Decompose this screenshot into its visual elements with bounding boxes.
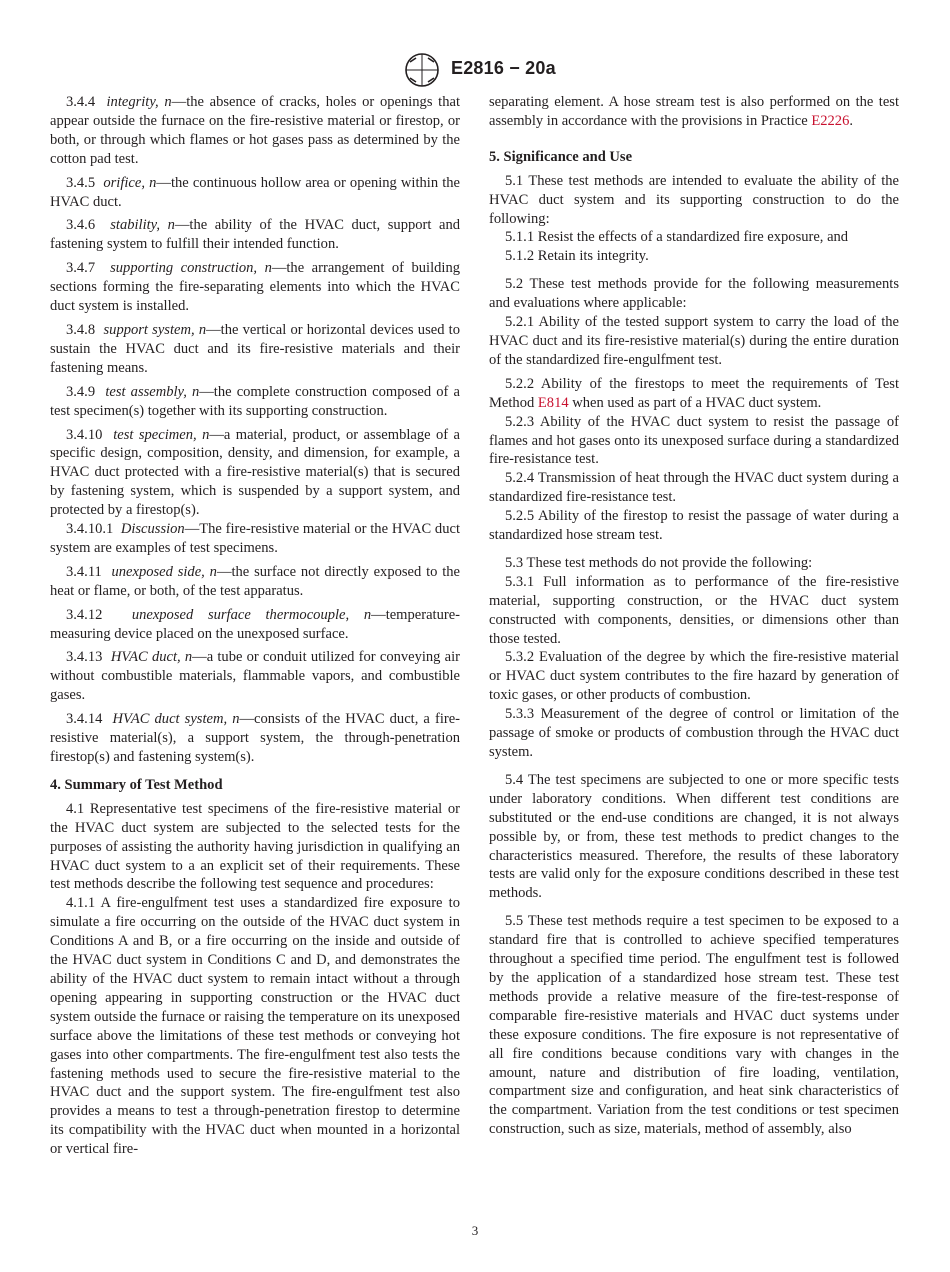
definition-unexposed-surface-thermocouple: 3.4.12 unexposed surface thermocouple, n—temperature-measuring device placed on the unexposed surface. [50,606,460,642]
definition-hvac-duct-system: 3.4.14 HVAC duct system, n—consists of the HVAC duct, a fire-resistive material(s), a support system, the through-penetration firestop(s) and fastening system(s). [50,711,461,765]
paragraph-4-1-1-continued: separating element. A hose stream test is also performed on the test assembly in accordance with the provisions in Practice E2226. [489,94,899,129]
paragraph-5-2-2: 5.2.2 Ability of the firestops to meet the requirements of Test Method E814 when used as part of a HVAC duct system. [489,375,899,411]
page-number: 3 [471,1223,479,1238]
link-e814[interactable]: E814 [537,394,569,411]
definition-test-assembly: 3.4.9 test assembly, n—the complete construction composed of a test specimen(s) together with its supporting construction. [50,383,460,419]
section-5-heading: 5. Significance and Use [489,148,633,165]
paragraph-5-1-2: 5.1.2 Retain its integrity. [505,248,649,265]
paragraph-5-2-5: 5.2.5 Ability of the firestop to resist the passage of water during a standardized hose stream test. [489,508,899,544]
definition-test-specimen: 3.4.10 test specimen, n—a material, product, or assemblage of a specific design, composition, density, and dimension, for example, a HVAC duct protected with a fire-resistive material(s) that is secured by fastening system, which is suspended by a support system, and protected by a firestop(s). [50,426,461,519]
right-column [489,93,899,1139]
definition-unexposed-side: 3.4.11 unexposed side, n—the surface not directly exposed to the heat or flame, or both, of the test apparatus. [50,563,461,599]
paragraph-4-1-1: 4.1.1 A fire-engulfment test uses a standardized fire exposure to simulate a fire occurring on the outside of the HVAC duct system in Conditions A and B, or a fire occurring on the inside and outside of the HVAC duct system in Conditions C and D, and demonstrates the ability of the HVAC duct system to remain intact without a through opening appearing in supporting construction or the HVAC duct system outside the furnace or raising the temperature on its unexposed surface above the limitations of these test methods or conveying hot gases into other compartments. The fire-engulfment test also tests the fastening methods used to secure the fire-resistive material to the HVAC duct and the support system. The fire-engulfment test also provides a means to test a through-penetration firestop to determine its compatibility with the HVAC duct when mounted in a horizontal or vertical fire- [50,895,460,1158]
paragraph-5-2-3: 5.2.3 Ability of the HVAC duct system to resist the passage of flames and hot gases onto its unexposed surface during a standardized fire-resistance test. [489,413,899,468]
definition-supporting-construction: 3.4.7 supporting construction, n—the arrangement of building sections forming the fire-separating elements into which the HVAC duct system is installed. [50,260,460,315]
definition-hvac-duct: 3.4.13 HVAC duct, n—a tube or conduit utilized for conveying air without combustible materials, flammable vapors, and combustible gases. [50,649,461,704]
astm-logo-icon [402,52,442,88]
definition-stability: 3.4.6 stability, n—the ability of the HVAC duct, support and fastening system to fulfill their intended function. [50,217,460,253]
definition-orifice: 3.4.5 orifice, n—the continuous hollow area or opening within the HVAC duct. [50,174,461,210]
paragraph-5-5: 5.5 These test methods require a test specimen to be exposed to a standard fire that is controlled to achieve specified temperatures throughout a specified time period. The engulfment test is followed by the application of a standardized hose stream test. These test methods provide a relative measure of the fire-test-response of comparable fire-resistive materials and HVAC duct systems under these exposure conditions. The fire exposure is not representative of all fire conditions because conditions vary with changes in the amount, nature and distribution of fire loading, ventilation, compartment size and configuration, and heat sink characteristics of the compartment. Variation from the test conditions or test specimen construction, such as size, materials, method of assembly, also [489,913,899,1138]
paragraph-5-2: 5.2 These test methods provide for the following measurements and evaluations where applicable: [489,276,899,312]
link-e2226[interactable]: E2226 [811,112,850,129]
paragraph-5-1: 5.1 These test methods are intended to evaluate the ability of the HVAC duct system and its supporting construction to do the following: [489,172,899,227]
paragraph-5-3-2: 5.3.2 Evaluation of the degree by which the fire-resistive material or HVAC duct system contributes to the fire hazard by generation of toxic gases, or other products of combustion. [489,649,899,704]
paragraph-5-2-4: 5.2.4 Transmission of heat through the HVAC duct system during a standardized fire-resistance test. [489,470,899,506]
definition-integrity: 3.4.4 integrity, n—the absence of cracks, holes or openings that appear outside the furnace on the fire-resistive material or firestop, or both, or through which flames or hot gases pass as determined by the cotton pad test. [50,94,460,167]
left-column [50,93,460,1159]
definition-discussion: 3.4.10.1 Discussion—The fire-resistive material or the HVAC duct system are examples of test specimens. [50,521,460,556]
paragraph-4-1: 4.1 Representative test specimens of the fire-resistive material or the HVAC duct system are subjected to the selected tests for the purposes of assisting the authority having jurisdiction in qualifying an HVAC duct system to a an explicit set of their requirements. These test methods describe the following test sequence and procedures: [50,800,460,893]
document-designation: E2816 − 20a [451,58,556,78]
paragraph-5-1-1: 5.1.1 Resist the effects of a standardized fire exposure, and [505,229,849,246]
paragraph-5-4: 5.4 The test specimens are subjected to one or more specific tests under laboratory conditions. When different test conditions are substituted or the end-use conditions are changed, it is not always possible by, or from, these test methods to predict changes to the characteristics measured. Therefore, the results of these laboratory tests are valid only for the exposure conditions described in these test methods. [489,771,899,902]
page-header [0,52,950,92]
section-4-heading: 4. Summary of Test Method [50,776,223,793]
paragraph-5-2-1: 5.2.1 Ability of the tested support system to carry the load of the HVAC duct and its fire-resistive material(s) during the entire duration of the standardized fire-engulfment test. [489,314,899,368]
paragraph-5-3-3: 5.3.3 Measurement of the degree of control or limitation of the passage of smoke or products of combustion through the HVAC duct system. [489,706,899,760]
paragraph-5-3: 5.3 These test methods do not provide the following: [505,554,813,571]
paragraph-5-3-1: 5.3.1 Full information as to performance of the fire-resistive material, supporting construction, or the HVAC duct system constructed with components, densities, or dimensions other than those tested. [489,573,899,647]
definition-support-system: 3.4.8 support system, n—the vertical or horizontal devices used to sustain the HVAC duct and its fire-resistive materials and their fastening means. [50,321,460,376]
